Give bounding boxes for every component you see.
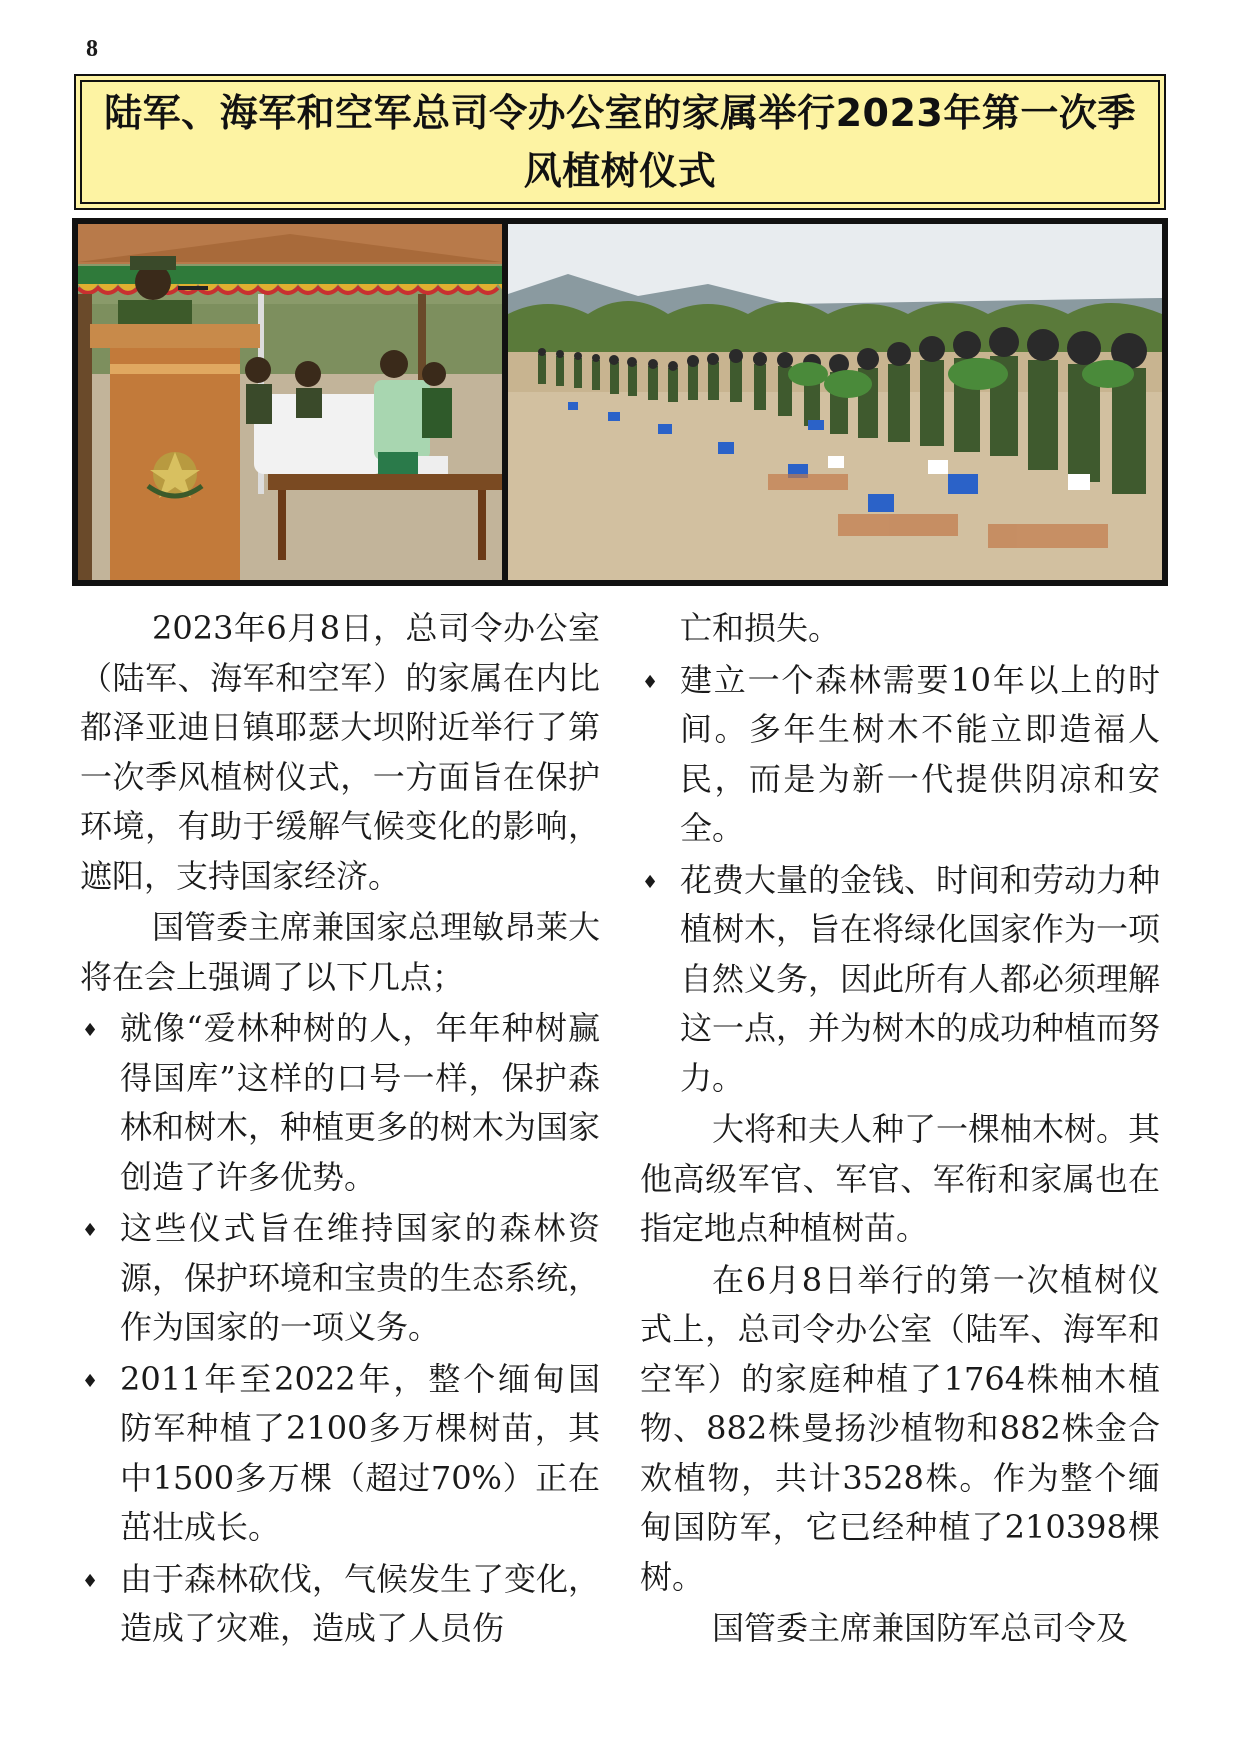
speaker-photo — [78, 224, 502, 580]
diamond-bullet-icon: ♦ — [642, 671, 659, 693]
article-right-column — [640, 604, 1160, 1656]
list-item — [640, 656, 1160, 854]
bullet-text: 2011年至2022年，整个缅甸国防军种植了2100多万棵树苗，其中1500多万棵（超过70%）正在茁壮成长。 — [120, 1359, 600, 1546]
diamond-bullet-icon: ♦ — [642, 871, 659, 893]
list-item — [80, 1555, 600, 1654]
list-item — [640, 856, 1160, 1104]
key-points-list-continued — [640, 656, 1160, 1104]
key-points-list — [80, 1004, 600, 1654]
bullet-text: 就像“爱林种树的人，年年种树赢得国库”这样的口号一样，保护森林和树木，种植更多的树木为国家创造了许多优势。 — [120, 1009, 601, 1196]
list-item — [80, 1204, 600, 1353]
title-banner — [74, 74, 1166, 210]
tree-planting-photo — [508, 224, 1162, 580]
article-paragraph: 在6月8日举行的第一次植树仪式上，总司令办公室（陆军、海军和空军）的家庭种植了1764株柚木植物、882株曼扬沙植物和882株金合欢植物，共计3528株。作为整个缅甸国防军，它已经种植了210398棵树。 — [640, 1260, 1160, 1596]
speaker-at-podium-photo-icon — [78, 224, 502, 580]
bullet-continuation: 亡和损失。 — [680, 609, 841, 647]
article-lead: 国管委主席兼国家总理敏昂莱大将在会上强调了以下几点； — [80, 908, 601, 996]
article-intro: 2023年6月8日，总司令办公室（陆军、海军和空军）的家属在内比都泽亚迪日镇耶瑟大坝附近举行了第一次季风植树仪式，一方面旨在保护环境，有助于缓解气候变化的影响，遮阳，支持国家经济。 — [80, 609, 600, 895]
bullet-text: 花费大量的金钱、时间和劳动力种植树木，旨在将绿化国家作为一项自然义务，因此所有人都必须理解这一点，并为树木的成功种植而努力。 — [680, 860, 1161, 1097]
photo-strip — [72, 218, 1168, 586]
bullet-text: 由于森林砍伐，气候发生了变化，造成了灾难，造成了人员伤 — [120, 1559, 601, 1647]
diamond-bullet-icon: ♦ — [82, 1020, 99, 1041]
tree-planting-field-photo-icon — [508, 224, 1162, 580]
diamond-bullet-icon: ♦ — [82, 1570, 99, 1592]
bullet-text: 这些仪式旨在维持国家的森林资源，保护环境和宝贵的生态系统，作为国家的一项义务。 — [120, 1209, 601, 1346]
page-title: 陆军、海军和空军总司令办公室的家属举行2023年第一次季风植树仪式 — [104, 91, 1136, 193]
diamond-bullet-icon: ♦ — [82, 1220, 99, 1241]
article-left-column — [80, 604, 600, 1656]
page-number: 8 — [86, 36, 98, 62]
bullet-text: 建立一个森林需要10年以上的时间。多年生树木不能立即造福人民，而是为新一代提供阴凉和安全。 — [680, 660, 1160, 847]
list-item — [80, 1004, 600, 1202]
article-paragraph: 国管委主席兼国防军总司令及 — [712, 1609, 1129, 1647]
diamond-bullet-icon: ♦ — [82, 1370, 99, 1392]
article-paragraph: 大将和夫人种了一棵柚木树。其他高级军官、军官、军衔和家属也在指定地点种植树苗。 — [640, 1110, 1161, 1247]
list-item — [80, 1355, 600, 1553]
